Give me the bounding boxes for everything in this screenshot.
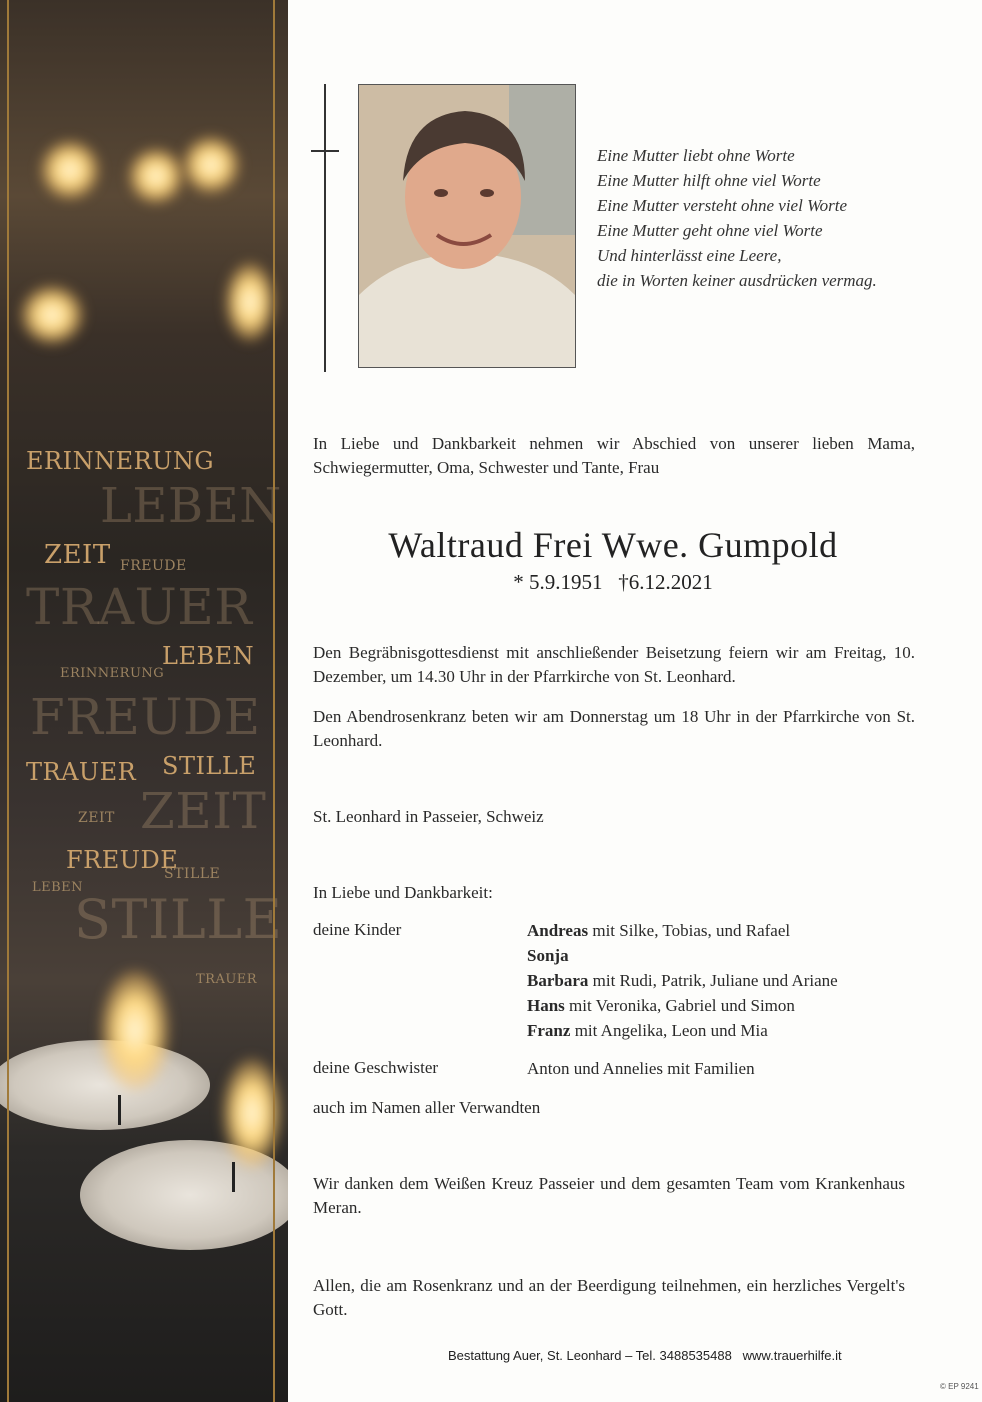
poem-line: Eine Mutter versteht ohne viel Worte	[597, 196, 848, 215]
deceased-dates: * 5.9.1951 †6.12.2021	[513, 570, 713, 594]
sidebar-word: STILLE	[164, 866, 221, 882]
sidebar-word: ZEIT	[140, 782, 267, 840]
child-family: mit Veronika, Gabriel und Simon	[564, 996, 795, 1015]
siblings-text: Anton und Annelies mit Familien	[527, 1059, 755, 1078]
child-name: Andreas	[527, 921, 589, 940]
child-family: mit Angelika, Leon und Mia	[570, 1021, 768, 1040]
gold-frame	[7, 0, 275, 1402]
thanks-text: Wir danken dem Weißen Kreuz Passeier und dem gesamten Team vom Krankenhaus Meran.	[313, 1174, 905, 1217]
mourners-intro: In Liebe und Dankbarkeit:	[313, 883, 493, 902]
sidebar-word: ERINNERUNG	[26, 447, 215, 475]
rosary-text: Den Abendrosenkranz beten wir am Donnerstag um 18 Uhr in der Pfarrkirche von St. Leonhard.	[313, 707, 915, 750]
child-entry	[527, 943, 838, 968]
children-list	[527, 918, 838, 1043]
child-entry	[527, 1018, 838, 1043]
portrait-photo	[358, 84, 576, 368]
child-name: Franz	[527, 1021, 571, 1040]
sidebar-word: TRAUER	[196, 972, 258, 987]
child-entry	[527, 918, 838, 943]
sidebar-word: LEBEN	[162, 642, 255, 670]
sidebar-word: TRAUER	[26, 758, 137, 786]
relatives-text: auch im Namen aller Verwandten	[313, 1098, 541, 1117]
sidebar-word: STILLE	[74, 888, 283, 951]
sidebar-word: LEBEN	[100, 478, 282, 534]
sidebar-word: FREUDE	[66, 846, 179, 874]
child-name: Barbara	[527, 971, 589, 990]
funeral-home-footer: Bestattung Auer, St. Leonhard – Tel. 3488535488 www.trauerhilfe.it	[448, 1348, 842, 1363]
sidebar-word: FREUDE	[120, 558, 187, 574]
children-label: deine Kinder	[313, 920, 402, 939]
closing-text: Allen, die am Rosenkranz und an der Beerdigung teilnehmen, ein herzliches Vergelt's Gott.	[313, 1276, 905, 1319]
sidebar-word: STILLE	[162, 752, 257, 780]
sidebar-word: TRAUER	[26, 578, 253, 636]
child-family: mit Rudi, Patrik, Juliane und Ariane	[588, 971, 838, 990]
place-text: St. Leonhard in Passeier, Schweiz	[313, 807, 544, 826]
sidebar-word: ZEIT	[78, 810, 115, 826]
portrait-illustration	[359, 85, 575, 367]
document-code: © EP 9241	[940, 1382, 979, 1391]
sidebar-word: LEBEN	[32, 880, 84, 895]
candle-panel	[0, 0, 288, 1402]
poem-line: Und hinterlässt eine Leere,	[597, 246, 782, 265]
child-entry	[527, 968, 838, 993]
sidebar-word: ZEIT	[44, 540, 111, 570]
siblings-label: deine Geschwister	[313, 1058, 439, 1077]
sidebar-word: ERINNERUNG	[60, 666, 165, 681]
cross-icon	[324, 84, 326, 372]
child-entry	[527, 993, 838, 1018]
child-name: Sonja	[527, 946, 569, 965]
sidebar-word: FREUDE	[30, 688, 261, 746]
poem-line: Eine Mutter hilft ohne viel Worte	[597, 171, 821, 190]
cross-icon-bar	[311, 150, 339, 152]
child-name: Hans	[527, 996, 565, 1015]
intro-text: In Liebe und Dankbarkeit nehmen wir Abschied von unserer lieben Mama, Schwiegermutter, Oma, Schwester und Tante, Frau	[313, 434, 915, 477]
child-family: mit Silke, Tobias, und Rafael	[588, 921, 791, 940]
poem-line: die in Worten keiner ausdrücken vermag.	[597, 271, 877, 290]
poem-line: Eine Mutter liebt ohne Worte	[597, 146, 795, 165]
service-text: Den Begräbnisgottesdienst mit anschließender Beisetzung feiern wir am Freitag, 10. Dezember, um 14.30 Uhr in der Pfarrkirche von St. Leonhard.	[313, 643, 915, 686]
poem-line: Eine Mutter geht ohne viel Worte	[597, 221, 823, 240]
deceased-name: Waltraud Frei Wwe. Gumpold	[388, 525, 838, 565]
poem	[597, 143, 877, 293]
